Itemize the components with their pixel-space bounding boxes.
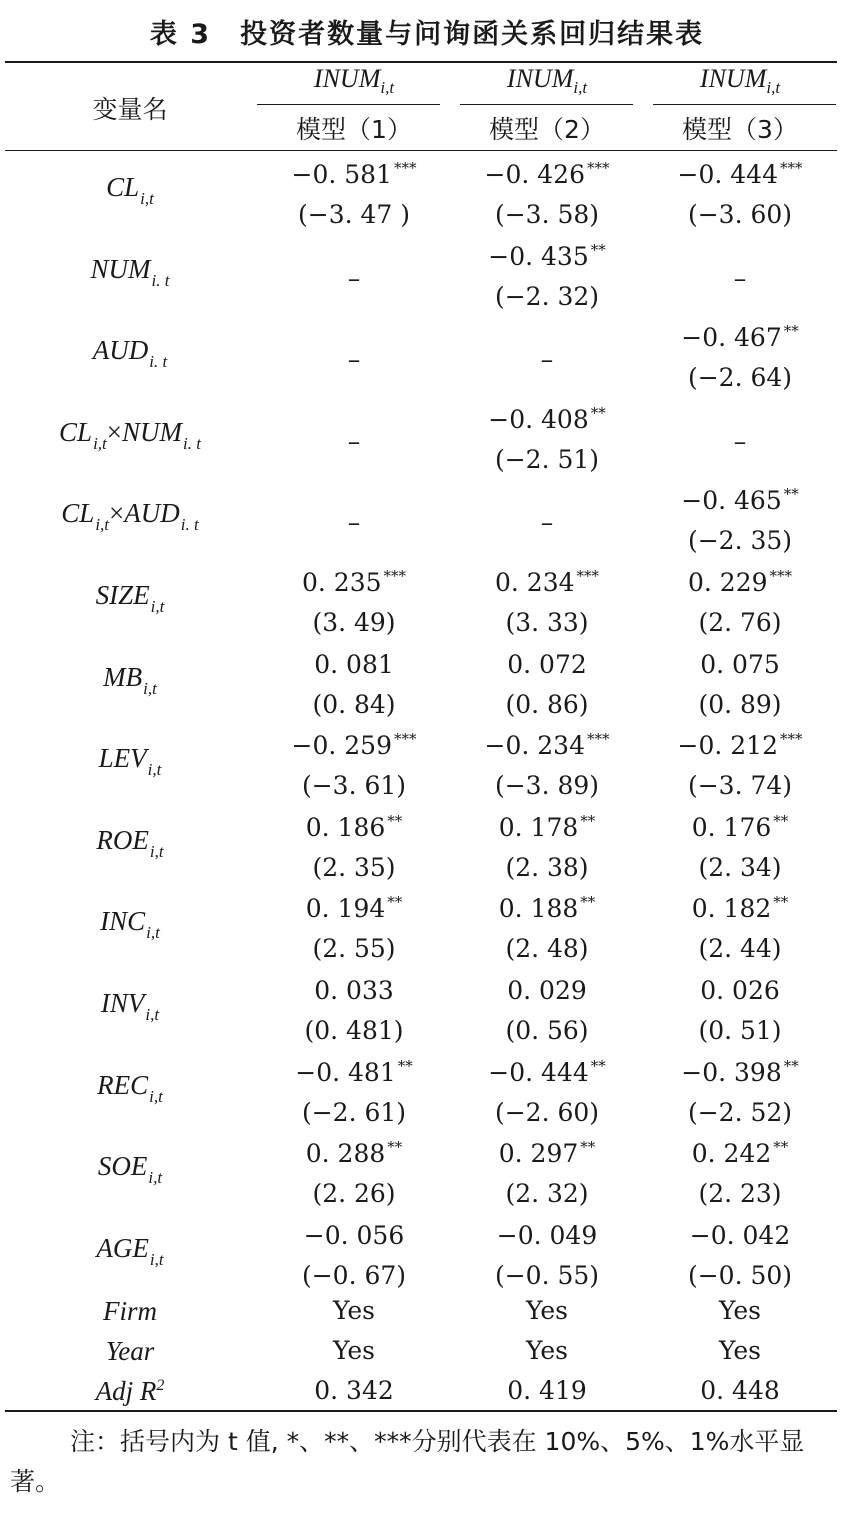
- t-value-cell: (−0. 67): [301, 1260, 407, 1290]
- t-value-cell: (2. 32): [505, 1179, 589, 1209]
- variable-label: $LEV_{i,t}$: [98, 743, 162, 780]
- empty-cell-dash: –: [540, 345, 554, 375]
- coefficient-cell: −0. 234 ***: [484, 730, 610, 761]
- t-value-cell: (0. 86): [505, 689, 589, 719]
- empty-cell-dash: –: [347, 508, 361, 538]
- coefficient-cell: −0. 444 **: [488, 1056, 606, 1087]
- dep-var-name: INUM: [699, 64, 767, 93]
- control-value-cell: Yes: [719, 1336, 761, 1365]
- coefficient-cell: −0. 042: [689, 1220, 791, 1250]
- coefficient-cell: −0. 481 **: [295, 1056, 413, 1087]
- t-value-cell: (2. 38): [505, 852, 589, 882]
- significance-stars: **: [773, 811, 789, 830]
- variable-label: $AGE_{i,t}$: [96, 1232, 164, 1269]
- t-value-cell: (−2. 32): [494, 281, 600, 311]
- significance-stars: ***: [576, 567, 600, 585]
- control-label: Year: [105, 1336, 155, 1366]
- significance-stars: **: [387, 893, 403, 912]
- coefficient-cell: 0. 242 **: [691, 1138, 789, 1169]
- significance-stars: ***: [586, 159, 610, 177]
- model-header: 模型（1）: [296, 115, 412, 144]
- coefficient-cell: 0. 033: [314, 976, 394, 1005]
- control-value-cell: 0. 342: [314, 1376, 394, 1405]
- significance-stars: ***: [393, 730, 417, 749]
- significance-stars: ***: [779, 730, 803, 749]
- coefficient-cell: −0. 435 **: [488, 240, 606, 271]
- variable-label: $CL_{i,t}\times AUD_{i. t}$: [61, 498, 199, 535]
- t-value-cell: (2. 76): [698, 608, 782, 637]
- variable-label: $NUM_{i. t}$: [90, 253, 170, 290]
- control-value-cell: Yes: [719, 1296, 761, 1325]
- t-value-cell: (2. 23): [698, 1179, 782, 1209]
- dep-var-subscript: i,t: [766, 78, 781, 98]
- coefficient-cell: 0. 297 **: [498, 1138, 596, 1169]
- coefficient-cell: −0. 581 ***: [291, 159, 417, 189]
- significance-stars: **: [590, 403, 606, 422]
- t-value-cell: (−3. 61): [301, 771, 407, 801]
- control-value-cell: Yes: [333, 1296, 375, 1325]
- t-value-cell: (−3. 74): [687, 771, 793, 801]
- significance-stars: **: [397, 1056, 413, 1075]
- empty-cell-dash: –: [733, 263, 747, 293]
- empty-cell-dash: –: [540, 508, 554, 538]
- coefficient-cell: 0. 081: [314, 649, 394, 679]
- coefficient-cell: −0. 444 ***: [677, 159, 803, 189]
- control-value-cell: Yes: [526, 1296, 568, 1325]
- header-rule: [5, 150, 837, 151]
- control-label: Adj $R^2$: [95, 1376, 165, 1406]
- significance-stars: **: [773, 893, 789, 912]
- coefficient-cell: 0. 029: [507, 976, 587, 1005]
- coefficient-cell: 0. 188 **: [498, 893, 596, 924]
- coefficient-cell: 0. 186 **: [305, 811, 403, 842]
- t-value-cell: (3. 33): [505, 608, 589, 637]
- t-value-cell: (2. 26): [312, 1179, 396, 1209]
- dependent-variable-header: [314, 64, 394, 98]
- coefficient-cell: −0. 408 **: [488, 403, 606, 434]
- t-value-cell: (−0. 50): [687, 1260, 793, 1290]
- coefficient-cell: 0. 026: [700, 976, 780, 1005]
- coefficient-cell: 0. 178 **: [498, 811, 596, 842]
- coefficient-cell: 0. 075: [700, 649, 780, 679]
- coefficient-cell: 0. 194 **: [305, 893, 403, 924]
- significance-stars: **: [590, 1056, 606, 1075]
- empty-cell-dash: –: [347, 426, 361, 456]
- variable-name-header: 变量名: [92, 95, 168, 124]
- significance-stars: **: [590, 240, 606, 259]
- variable-label: $SOE_{i,t}$: [97, 1151, 163, 1188]
- coefficient-cell: −0. 398 **: [681, 1056, 799, 1087]
- table-note: 注：括号内为 t 值, *、**、***分别代表在 10%、5%、1%水平显著。: [10, 1427, 805, 1496]
- t-value-cell: (3. 49): [312, 608, 396, 637]
- t-value-cell: (2. 34): [698, 852, 782, 882]
- t-value-cell: (−2. 61): [301, 1097, 407, 1127]
- significance-stars: **: [783, 485, 799, 504]
- column-group-rule: [653, 104, 836, 105]
- column-group-rule: [460, 104, 633, 105]
- significance-stars: **: [783, 1056, 799, 1075]
- model-header: 模型（2）: [489, 115, 605, 144]
- bottom-rule: [5, 1410, 837, 1412]
- coefficient-cell: 0. 182 **: [691, 893, 789, 924]
- coefficient-cell: 0. 288 **: [305, 1138, 403, 1169]
- variable-label: $REC_{i,t}$: [97, 1069, 163, 1106]
- control-value-cell: 0. 448: [700, 1376, 780, 1405]
- coefficient-cell: −0. 426 ***: [484, 159, 610, 189]
- significance-stars: ***: [393, 159, 417, 177]
- dependent-variable-header: [507, 64, 587, 98]
- dep-var-subscript: i,t: [380, 78, 395, 98]
- dependent-variable-header: [700, 64, 780, 98]
- top-rule: [5, 61, 837, 63]
- variable-label: $INV_{i,t}$: [100, 988, 160, 1024]
- variable-label: $INC_{i,t}$: [100, 906, 160, 943]
- t-value-cell: (2. 48): [505, 934, 589, 964]
- dep-var-name: INUM: [313, 64, 381, 93]
- t-value-cell: (2. 44): [698, 934, 782, 964]
- empty-cell-dash: –: [347, 263, 361, 293]
- coefficient-cell: −0. 259 ***: [291, 730, 417, 761]
- t-value-cell: (−3. 47 ): [297, 200, 411, 229]
- empty-cell-dash: –: [733, 426, 747, 456]
- coefficient-cell: −0. 465 **: [681, 485, 799, 516]
- t-value-cell: (−2. 51): [494, 444, 600, 474]
- significance-stars: **: [783, 322, 799, 341]
- t-value-cell: (2. 55): [312, 934, 396, 964]
- dep-var-name: INUM: [506, 64, 574, 93]
- coefficient-cell: −0. 212 ***: [677, 730, 803, 761]
- t-value-cell: (−2. 52): [687, 1097, 793, 1127]
- table-title: 表 3 投资者数量与问询函关系回归结果表: [149, 19, 705, 50]
- empty-cell-dash: –: [347, 345, 361, 375]
- variable-label: $CL_{i,t}\times NUM_{i. t}$: [59, 416, 201, 453]
- dep-var-subscript: i,t: [573, 78, 588, 98]
- superscript: 2: [156, 1377, 165, 1394]
- coefficient-cell: −0. 049: [496, 1220, 598, 1250]
- t-value-cell: (−0. 55): [494, 1260, 600, 1290]
- t-value-cell: (2. 35): [312, 852, 396, 882]
- control-value-cell: 0. 419: [507, 1376, 587, 1405]
- significance-stars: **: [387, 811, 403, 830]
- significance-stars: **: [580, 811, 596, 830]
- significance-stars: **: [580, 893, 596, 912]
- significance-stars: **: [773, 1138, 789, 1157]
- t-value-cell: (−2. 35): [687, 526, 793, 556]
- coefficient-cell: −0. 056: [303, 1220, 405, 1250]
- significance-stars: **: [387, 1138, 403, 1157]
- significance-stars: ***: [586, 730, 610, 749]
- t-value-cell: (0. 51): [698, 1016, 782, 1045]
- control-label: Firm: [103, 1296, 157, 1326]
- t-value-cell: (0. 56): [505, 1016, 589, 1045]
- t-value-cell: (−3. 60): [687, 200, 793, 229]
- variable-label: $CL_{i,t}$: [106, 172, 154, 208]
- t-value-cell: (−3. 89): [494, 771, 600, 801]
- t-value-cell: (−3. 58): [494, 200, 600, 229]
- coefficient-cell: 0. 229 ***: [687, 567, 793, 597]
- significance-stars: **: [580, 1138, 596, 1157]
- t-value-cell: (−2. 64): [687, 363, 793, 393]
- model-header: 模型（3）: [682, 115, 798, 144]
- coefficient-cell: −0. 467 **: [681, 322, 799, 353]
- significance-stars: ***: [779, 159, 803, 177]
- column-group-rule: [257, 104, 440, 105]
- t-value-cell: (0. 481): [304, 1016, 404, 1045]
- coefficient-cell: 0. 072: [507, 649, 587, 679]
- t-value-cell: (0. 84): [312, 689, 396, 719]
- variable-label: $ROE_{i,t}$: [96, 824, 164, 861]
- significance-stars: ***: [769, 567, 793, 585]
- control-value-cell: Yes: [526, 1336, 568, 1365]
- variable-label: $SIZE_{i,t}$: [95, 580, 165, 616]
- variable-label: $MB_{i,t}$: [103, 661, 157, 698]
- t-value-cell: (−2. 60): [494, 1097, 600, 1127]
- variable-label: $AUD_{i. t}$: [92, 335, 168, 372]
- coefficient-cell: 0. 235 ***: [301, 567, 407, 597]
- t-value-cell: (0. 89): [698, 689, 782, 719]
- significance-stars: ***: [383, 567, 407, 585]
- coefficient-cell: 0. 176 **: [691, 811, 789, 842]
- coefficient-cell: 0. 234 ***: [494, 567, 600, 597]
- control-value-cell: Yes: [333, 1336, 375, 1365]
